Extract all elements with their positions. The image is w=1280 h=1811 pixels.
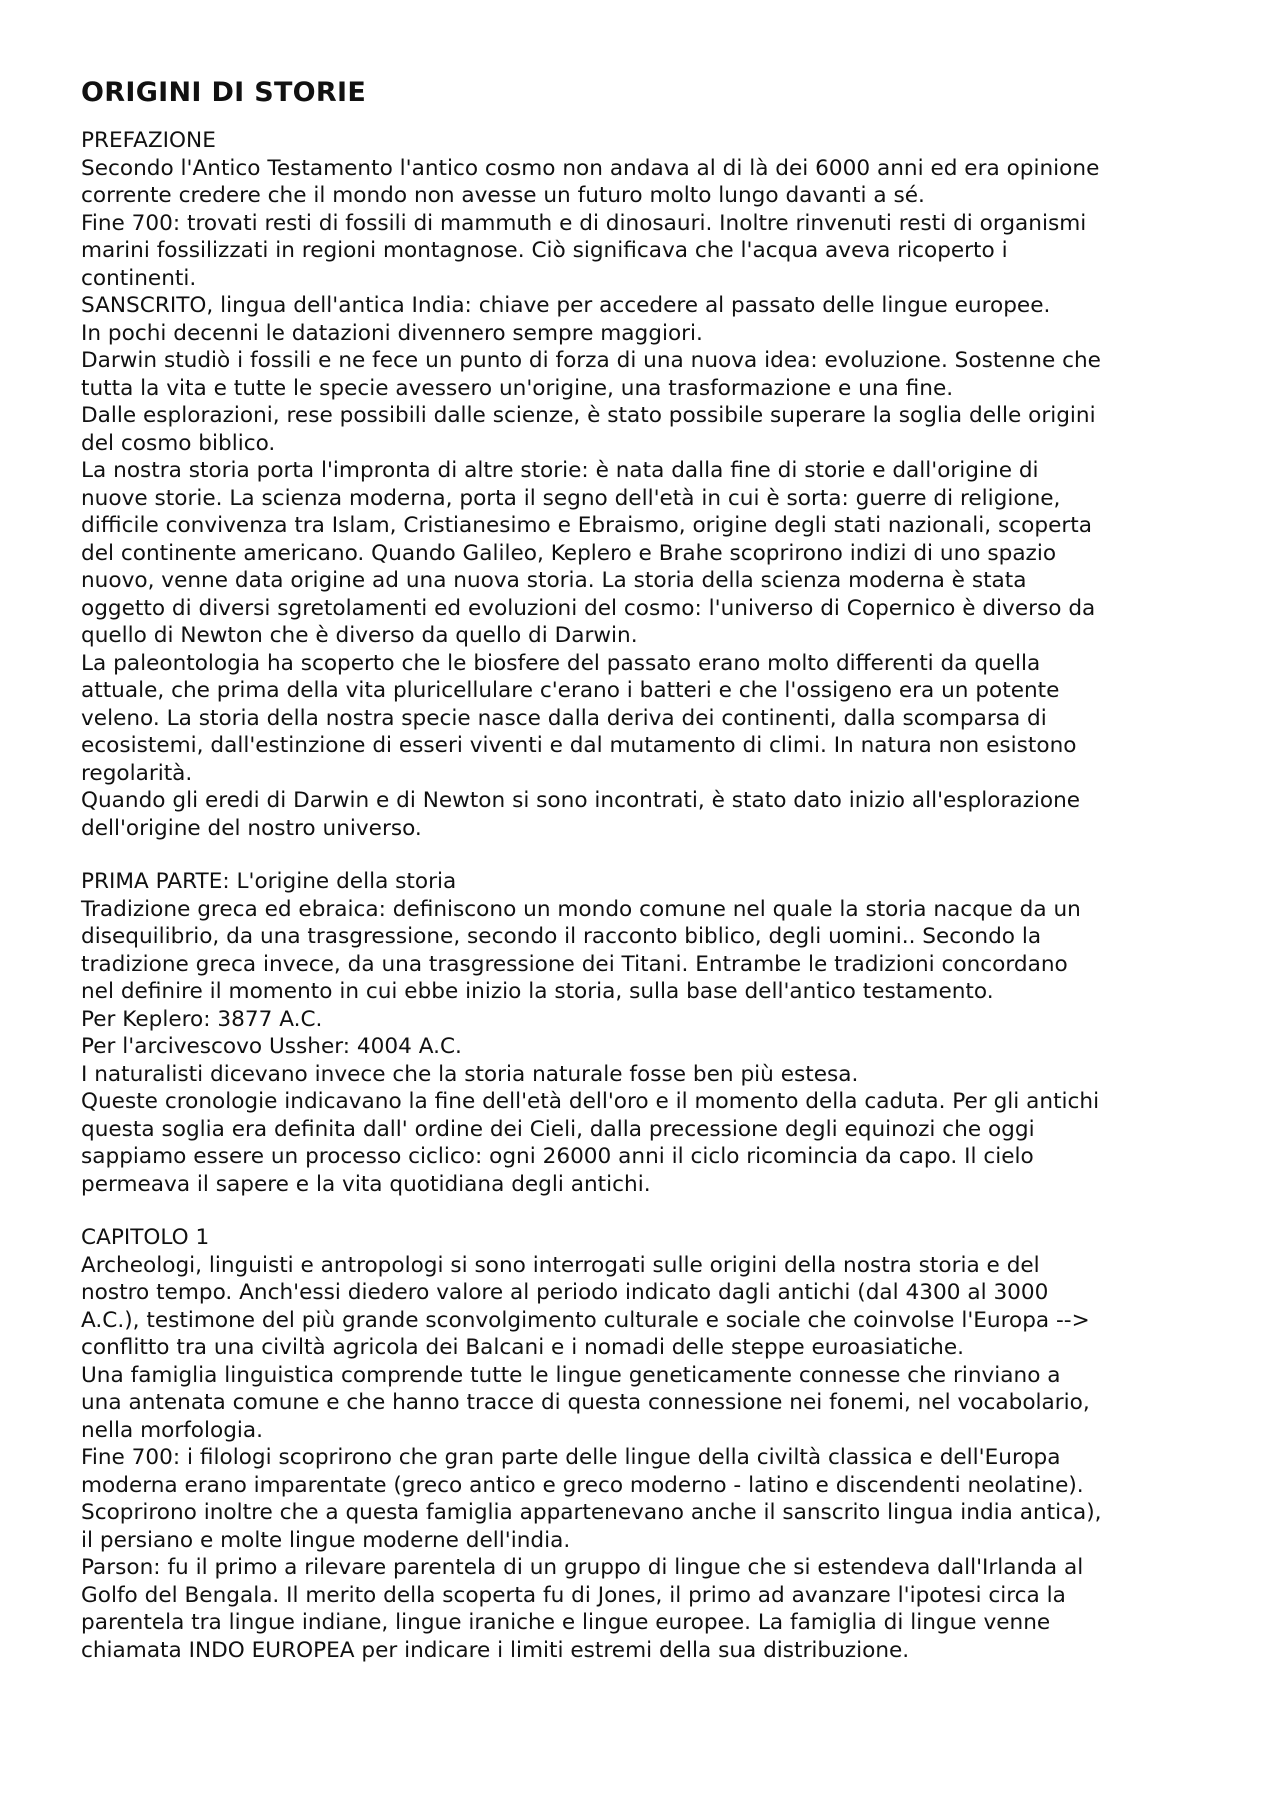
text-line: Scoprirono inoltre che a questa famiglia appartenevano anche il sanscrito lingua india antica), bbox=[81, 1500, 1102, 1525]
text-line: nella morfologia. bbox=[81, 1417, 264, 1443]
text-line: La nostra storia porta l'impronta di altre storie: è nata dalla fine di storie e dall'origine di bbox=[81, 458, 1039, 483]
text-line: Quando gli eredi di Darwin e di Newton si sono incontrati, è stato dato inizio all'esplorazione bbox=[81, 788, 1081, 813]
document-body bbox=[81, 127, 1211, 1664]
text-section bbox=[81, 127, 1211, 842]
text-line: Per Keplero: 3877 A.C. bbox=[81, 1006, 323, 1032]
text-line: veleno. La storia della nostra specie nasce dalla deriva dei continenti, dalla scomparsa di bbox=[81, 705, 1047, 731]
text-line: Fine 700: i filologi scoprirono che gran parte delle lingue della civiltà classica e dell'Europa bbox=[81, 1445, 1061, 1470]
text-line: ecosistemi, dall'estinzione di esseri viventi e dal mutamento di climi. In natura non esistono bbox=[81, 733, 1077, 758]
text-line: moderna erano imparentate (greco antico e greco moderno - latino e discendenti neolatine). bbox=[81, 1472, 1084, 1498]
text-line: permeava il sapere e la vita quotidiana degli antichi. bbox=[81, 1171, 651, 1197]
text-line: dell'origine del nostro universo. bbox=[81, 815, 422, 841]
text-line: Archeologi, linguisti e antropologi si sono interrogati sulle origini della nostra storia e del bbox=[81, 1252, 1040, 1278]
text-line: nostro tempo. Anch'essi diedero valore al periodo indicato dagli antichi (dal 4300 al 3000 bbox=[81, 1280, 1049, 1305]
text-line: nuovo, venne data origine ad una nuova storia. La storia della scienza moderna è stata bbox=[81, 568, 1027, 593]
text-line: Fine 700: trovati resti di fossili di mammuth e di dinosauri. Inoltre rinvenuti resti di organismi bbox=[81, 210, 1087, 236]
text-line: parentela tra lingue indiane, lingue iraniche e lingue europee. La famiglia di lingue venne bbox=[81, 1610, 1051, 1635]
text-line: I naturalisti dicevano invece che la storia naturale fosse ben più estesa. bbox=[81, 1061, 859, 1087]
text-line: Secondo l'Antico Testamento l'antico cosmo non andava al di là dei 6000 anni ed era opinione bbox=[81, 155, 1100, 181]
text-line: Darwin studiò i fossili e ne fece un punto di forza di una nuova idea: evoluzione. Sostenne che bbox=[81, 348, 1101, 373]
text-line: Tradizione greca ed ebraica: definiscono un mondo comune nel quale la storia nacque da un bbox=[81, 896, 1081, 922]
text-line: del continente americano. Quando Galileo, Keplero e Brahe scoprirono indizi di uno spazio bbox=[81, 540, 1057, 566]
text-line: il persiano e molte lingue moderne dell'india. bbox=[81, 1527, 571, 1553]
text-line: La paleontologia ha scoperto che le biosfere del passato erano molto differenti da quella bbox=[81, 650, 1041, 676]
text-line: Parson: fu il primo a rilevare parentela di un gruppo di lingue che si estendeva dall'Irlanda al bbox=[81, 1555, 1084, 1580]
text-line: In pochi decenni le datazioni divennero sempre maggiori. bbox=[81, 320, 703, 346]
section-heading: PREFAZIONE bbox=[81, 128, 216, 153]
text-line: corrente credere che il mondo non avesse un futuro molto lungo davanti a sé. bbox=[81, 183, 925, 208]
text-line: quello di Newton che è diverso da quello di Darwin. bbox=[81, 623, 638, 648]
text-line: Queste cronologie indicavano la fine dell'età dell'oro e il momento della caduta. Per gli antichi bbox=[81, 1089, 1100, 1114]
text-line: questa soglia era definita dall' ordine dei Cieli, dalla precessione degli equinozi che oggi bbox=[81, 1116, 1035, 1142]
text-line: Per l'arcivescovo Ussher: 4004 A.C. bbox=[81, 1034, 462, 1059]
text-line: attuale, che prima della vita pluricellulare c'erano i batteri e che l'ossigeno era un potente bbox=[81, 678, 1060, 703]
section-heading: CAPITOLO 1 bbox=[81, 1225, 210, 1250]
text-line: sappiamo essere un processo ciclico: ogni 26000 anni il ciclo ricomincia da capo. Il cielo bbox=[81, 1144, 1034, 1169]
text-line: tutta la vita e tutte le specie avessero un'origine, una trasformazione e una fine. bbox=[81, 375, 954, 401]
text-line: marini fossilizzati in regioni montagnose. Ciò significava che l'acqua aveva ricoperto i bbox=[81, 238, 1008, 263]
text-line: tradizione greca invece, da una trasgressione dei Titani. Entrambe le tradizioni concordano bbox=[81, 951, 1068, 977]
text-line: chiamata INDO EUROPEA per indicare i limiti estremi della sua distribuzione. bbox=[81, 1637, 910, 1663]
text-section bbox=[81, 1224, 1211, 1664]
document-title: ORIGINI DI STORIE bbox=[81, 77, 367, 108]
text-line: regolarità. bbox=[81, 760, 193, 786]
document-page bbox=[81, 76, 1211, 1690]
text-line: Una famiglia linguistica comprende tutte le lingue geneticamente connesse che rinviano a bbox=[81, 1362, 1061, 1388]
text-line: nuove storie. La scienza moderna, porta il segno dell'età in cui è sorta: guerre di religione, bbox=[81, 485, 1061, 511]
text-line: continenti. bbox=[81, 265, 197, 291]
text-line: nel definire il momento in cui ebbe inizio la storia, sulla base dell'antico testamento. bbox=[81, 979, 994, 1004]
text-line: oggetto di diversi sgretolamenti ed evoluzioni del cosmo: l'universo di Copernico è diverso da bbox=[81, 595, 1096, 621]
text-line: difficile convivenza tra Islam, Cristianesimo e Ebraismo, origine degli stati nazionali, scoperta bbox=[81, 513, 1092, 538]
text-line: A.C.), testimone del più grande sconvolgimento culturale e sociale che coinvolse l'Europa --> bbox=[81, 1307, 1090, 1333]
section-heading: PRIMA PARTE: L'origine della storia bbox=[81, 869, 457, 894]
text-line: Golfo del Bengala. Il merito della scoperta fu di Jones, il primo ad avanzare l'ipotesi circa la bbox=[81, 1582, 1066, 1608]
text-line: Dalle esplorazioni, rese possibili dalle scienze, è stato possibile superare la soglia delle origini bbox=[81, 403, 1096, 428]
text-line: SANSCRITO, lingua dell'antica India: chiave per accedere al passato delle lingue europee. bbox=[81, 293, 1051, 318]
text-line: conflitto tra una civiltà agricola dei Balcani e i nomadi delle steppe euroasiatiche. bbox=[81, 1335, 964, 1360]
text-line: del cosmo biblico. bbox=[81, 430, 276, 456]
text-line: disequilibrio, da una trasgressione, secondo il racconto biblico, degli uomini.. Secondo la bbox=[81, 924, 1042, 949]
text-line: una antenata comune e che hanno tracce di questa connessione nei fonemi, nel vocabolario, bbox=[81, 1390, 1090, 1415]
text-section bbox=[81, 868, 1211, 1198]
